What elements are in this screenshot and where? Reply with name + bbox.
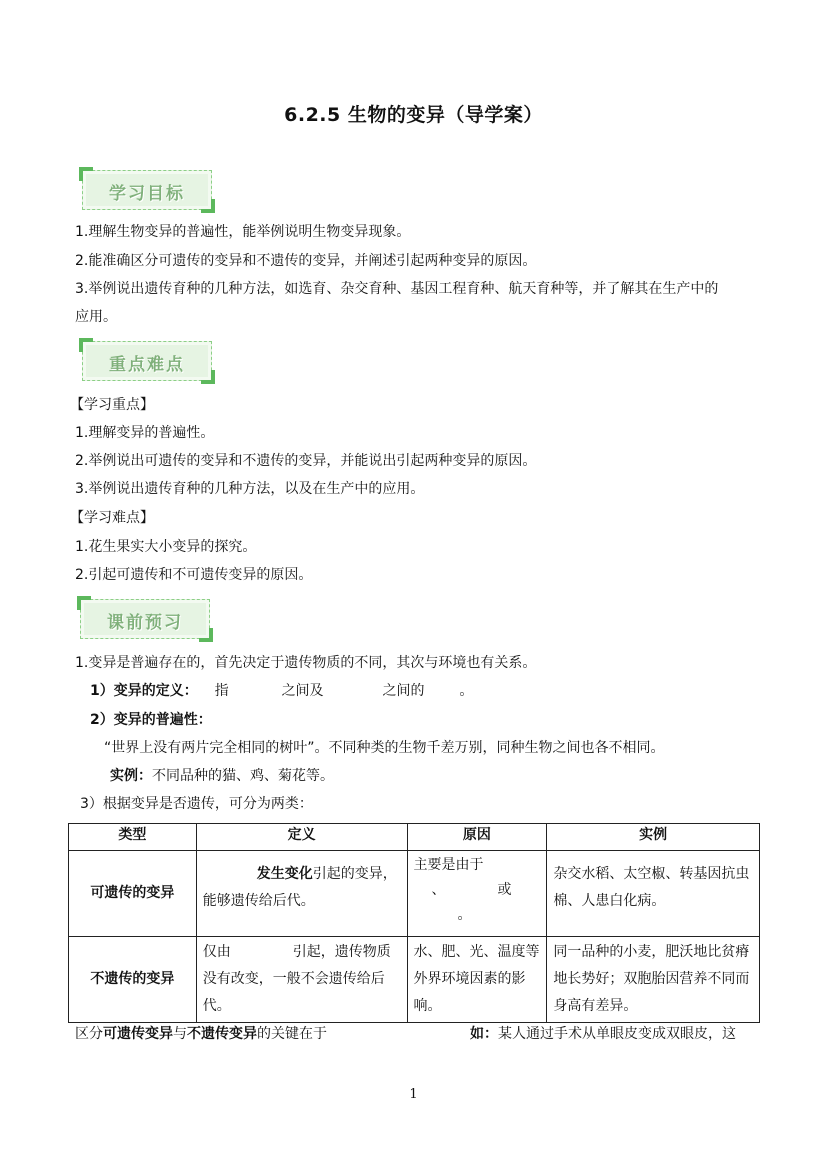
table-row bbox=[69, 851, 760, 937]
cause-separator: 、 bbox=[431, 882, 446, 898]
bottom-text-bold: 可遗传变异 bbox=[103, 1026, 173, 1042]
section-badge-label: 重点难点 bbox=[109, 355, 185, 375]
cause-line: 水、肥、光、温度等 bbox=[413, 944, 540, 960]
section-badge-key-points bbox=[82, 341, 212, 381]
bottom-text: 区分 bbox=[75, 1026, 103, 1042]
classification-intro: 3）根据变异是否遗传，可分为两类： bbox=[80, 796, 313, 812]
cell-cause bbox=[407, 851, 547, 937]
difficult-header: 【学习难点】 bbox=[70, 510, 154, 526]
goal-item: 2.能准确区分可遗传的变异和不遗传的变异，并阐述引起两种变异的原因。 bbox=[75, 253, 537, 269]
key-distinction-line bbox=[75, 1024, 327, 1044]
goal-item: 应用。 bbox=[75, 309, 117, 325]
definition-bold: 发生变化 bbox=[256, 866, 313, 882]
cause-end: 。 bbox=[457, 907, 472, 923]
header-definition: 定义 bbox=[196, 824, 407, 851]
definition-text: 。 bbox=[459, 683, 474, 699]
definition-line bbox=[90, 681, 473, 701]
definition-line: 代。 bbox=[202, 998, 231, 1014]
goal-item: 1.理解生物变异的普遍性，能举例说明生物变异现象。 bbox=[75, 224, 411, 240]
bottom-text: 某人通过手术从单眼皮变成双眼皮，这 bbox=[498, 1026, 736, 1042]
cell-type: 可遗传的变异 bbox=[69, 851, 197, 937]
example-note-line bbox=[470, 1024, 736, 1044]
definition-line: 能够遗传给后代。 bbox=[202, 893, 315, 909]
section-badge-label: 课前预习 bbox=[107, 613, 183, 633]
cell-example bbox=[547, 937, 760, 1023]
focus-header: 【学习重点】 bbox=[70, 397, 154, 413]
section-badge-label: 学习目标 bbox=[109, 184, 185, 204]
definition-text: 仅由 bbox=[202, 944, 231, 960]
bottom-text-bold: 如： bbox=[470, 1026, 498, 1042]
cause-line: 主要是由于 bbox=[413, 857, 484, 873]
example-line bbox=[110, 766, 334, 786]
example-label: 实例： bbox=[110, 768, 152, 784]
definition-text: 之间的 bbox=[382, 683, 425, 699]
definition-text: 指 bbox=[214, 683, 229, 699]
definition-label: 1）变异的定义： bbox=[90, 683, 198, 699]
universality-label: 2）变异的普遍性： bbox=[90, 712, 212, 728]
definition-line: 没有改变，一般不会遗传给后 bbox=[202, 971, 385, 987]
bottom-text-bold: 不遗传变异 bbox=[187, 1026, 257, 1042]
preview-paragraph: 1.变异是普遍存在的，首先决定于遗传物质的不同，其次与环境也有关系。 bbox=[75, 655, 537, 671]
header-example: 实例 bbox=[547, 824, 760, 851]
goal-item: 3.举例说出遗传育种的几种方法，如选育、杂交育种、基因工程育种、航天育种等，并了解其在生产中的 bbox=[75, 281, 719, 297]
example-line: 身高有差异。 bbox=[553, 998, 638, 1014]
definition-text: 之间及 bbox=[281, 683, 324, 699]
section-badge-preview bbox=[80, 599, 210, 639]
example-line: 地长势好；双胞胎因营养不同而 bbox=[553, 971, 750, 987]
cause-separator: 或 bbox=[497, 882, 512, 898]
example-line: 棉、人患白化病。 bbox=[553, 893, 666, 909]
cause-line: 响。 bbox=[413, 998, 442, 1014]
focus-item: 1.理解变异的普遍性。 bbox=[75, 425, 215, 441]
cell-example bbox=[547, 851, 760, 937]
example-line: 同一品种的小麦，肥沃地比贫瘠 bbox=[553, 944, 750, 960]
bottom-text: 与 bbox=[173, 1026, 187, 1042]
example-text: 不同品种的猫、鸡、菊花等。 bbox=[152, 768, 334, 784]
cell-definition bbox=[196, 851, 407, 937]
variation-table bbox=[68, 823, 760, 1023]
cell-type: 不遗传的变异 bbox=[69, 937, 197, 1023]
page-title: 6.2.5 生物的变异（导学案） bbox=[284, 104, 543, 126]
section-badge-goals bbox=[82, 170, 212, 210]
table-header-row bbox=[69, 824, 760, 851]
focus-item: 2.举例说出可遗传的变异和不遗传的变异，并能说出引起两种变异的原因。 bbox=[75, 453, 537, 469]
difficult-item: 2.引起可遗传和不可遗传变异的原因。 bbox=[75, 567, 313, 583]
table-row bbox=[69, 937, 760, 1023]
definition-text: 引起，遗传物质 bbox=[292, 944, 391, 960]
focus-item: 3.举例说出遗传育种的几种方法，以及在生产中的应用。 bbox=[75, 481, 425, 497]
cause-line: 外界环境因素的影 bbox=[413, 971, 526, 987]
definition-rest: 引起的变异， bbox=[312, 866, 397, 882]
example-line: 杂交水稻、太空椒、转基因抗虫 bbox=[553, 866, 750, 882]
cell-cause bbox=[407, 937, 547, 1023]
universality-quote: “世界上没有两片完全相同的树叶”。不同种类的生物千差万别，同种生物之间也各不相同。 bbox=[104, 740, 665, 756]
header-cause: 原因 bbox=[407, 824, 547, 851]
header-type: 类型 bbox=[69, 824, 197, 851]
page-number: 1 bbox=[409, 1087, 418, 1102]
cell-definition bbox=[196, 937, 407, 1023]
bottom-text: 的关键在于 bbox=[257, 1026, 327, 1042]
difficult-item: 1.花生果实大小变异的探究。 bbox=[75, 539, 257, 555]
